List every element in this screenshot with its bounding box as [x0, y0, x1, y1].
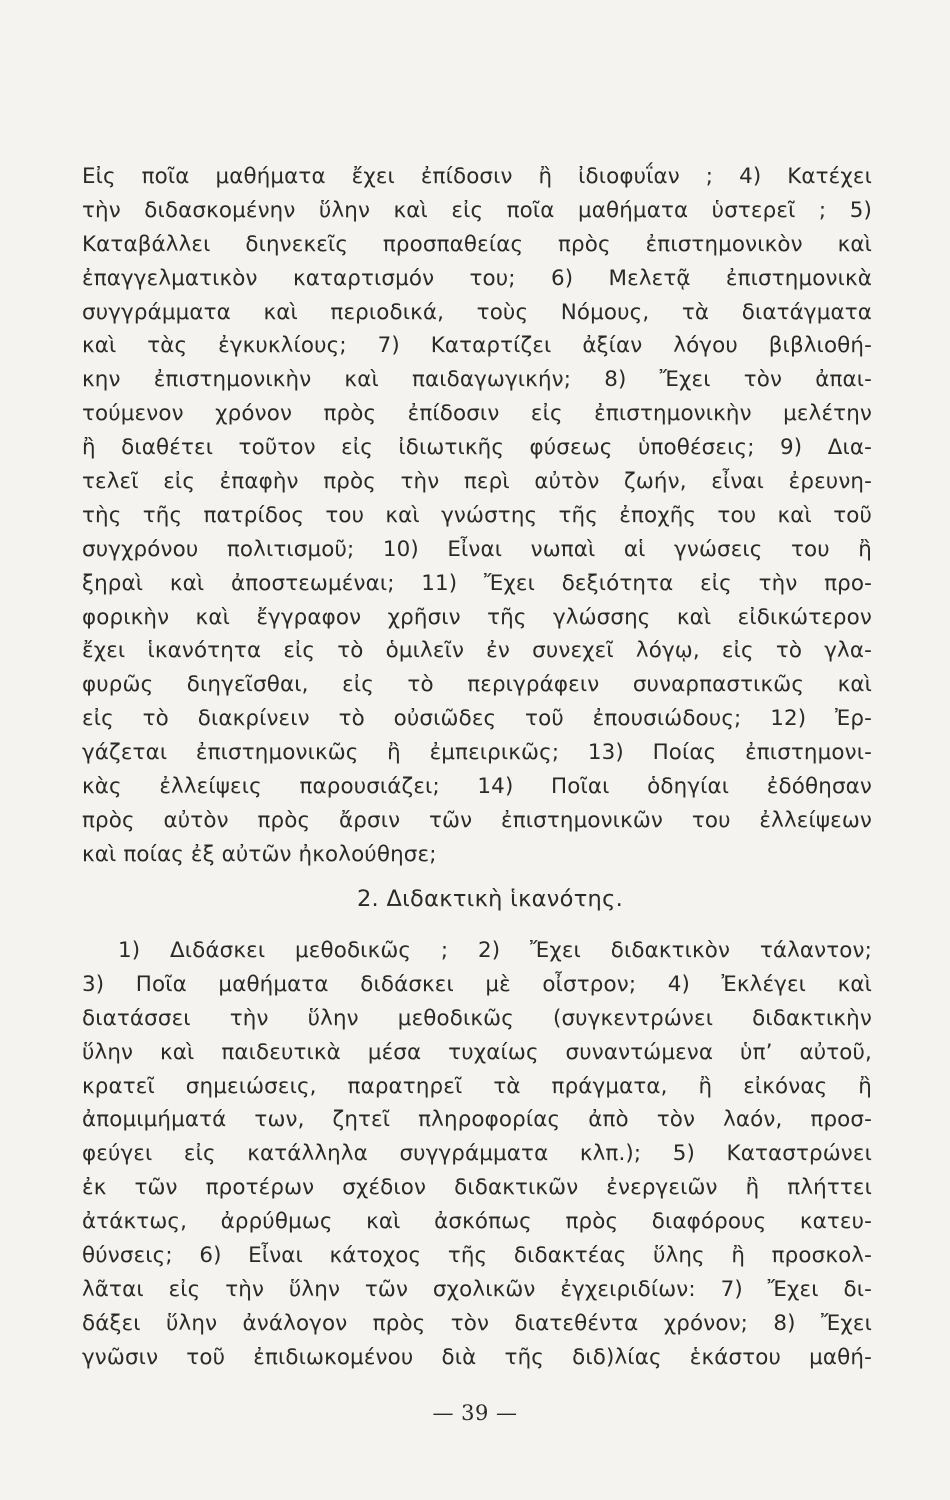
text-line: τὴν διδασκομένην ὕλην καὶ εἰς ποῖα μαθήματα ὑστερεῖ ; 5) — [82, 197, 872, 223]
text-line: θύνσεις; 6) Εἶναι κάτοχος τῆς διδακτέας ὕλης ἢ προσκολ- — [82, 1243, 872, 1269]
text-line: Εἰς ποῖα μαθήματα ἔχει ἐπίδοσιν ἢ ἰδιοφυΐαν ; 4) Κατέχει — [82, 164, 872, 189]
text-line: ἀπομιμήματά των, ζητεῖ πληροφορίας ἀπὸ τὸν λαόν, προσ- — [82, 1107, 872, 1133]
text-line: γνῶσιν τοῦ ἐπιδιωκομένου διὰ τῆς διδ)λίας ἑκάστου μαθή- — [82, 1344, 872, 1370]
text-line: Καταβάλλει διηνεκεῖς προσπαθείας πρὸς ἐπιστημονικὸν καὶ — [82, 231, 872, 257]
paragraph-section-2 — [82, 934, 872, 1375]
text-line: τελεῖ εἰς ἐπαφὴν πρὸς τὴν περὶ αὐτὸν ζωήν, εἶναι ἐρευνη- — [82, 469, 872, 495]
text-line: ἐκ τῶν προτέρων σχέδιον διδακτικῶν ἐνεργειῶν ἢ πλήττει — [82, 1175, 872, 1201]
text-line: γάζεται ἐπιστημονικῶς ἢ ἐμπειρικῶς; 13) Ποίας ἐπιστημονι- — [82, 740, 872, 766]
page-number: — 39 — — [432, 1401, 518, 1425]
text-line: 1) Διδάσκει μεθοδικῶς ; 2) Ἔχει διδακτικὸν τάλαντον; — [118, 938, 872, 963]
text-line: φυρῶς διηγεῖσθαι, εἰς τὸ περιγράφειν συναρπαστικῶς καὶ — [82, 672, 872, 698]
text-line: δάξει ὕλην ἀνάλογον πρὸς τὸν διατεθέντα χρόνον; 8) Ἔχει — [82, 1310, 872, 1336]
text-line: εἰς τὸ διακρίνειν τὸ οὐσιῶδες τοῦ ἐπουσιώδους; 12) Ἐρ- — [82, 706, 872, 732]
text-line: φορικὴν καὶ ἔγγραφον χρῆσιν τῆς γλώσσης καὶ εἰδικώτερον — [82, 604, 872, 630]
text-line: ἔχει ἱκανότητα εἰς τὸ ὁμιλεῖν ἐν συνεχεῖ λόγῳ, εἰς τὸ γλα- — [82, 638, 872, 664]
text-line: κην ἐπιστημονικὴν καὶ παιδαγωγικήν; 8) Ἔχει τὸν ἀπαι- — [82, 367, 872, 393]
text-line: καὶ τὰς ἐγκυκλίους; 7) Καταρτίζει ἀξίαν λόγου βιβλιοθή- — [82, 333, 872, 359]
text-line: συγγράμματα καὶ περιοδικά, τοὺς Νόμους, τὰ διατάγματα — [82, 299, 872, 325]
text-line: διατάσσει τὴν ὕλην μεθοδικῶς (συγκεντρώνει διδακτικὴν — [82, 1005, 872, 1031]
text-line: λᾶται εἰς τὴν ὕλην τῶν σχολικῶν ἐγχειριδίων: 7) Ἔχει δι- — [82, 1276, 872, 1302]
section-heading: 2. Διδακτικὴ ἱκανότης. — [356, 886, 624, 912]
text-line: ἢ διαθέτει τοῦτον εἰς ἰδιωτικῆς φύσεως ὑποθέσεις; 9) Δια- — [82, 435, 872, 461]
text-line: τὴς τῆς πατρίδος του καὶ γνώστης τῆς ἐποχῆς του καὶ τοῦ — [82, 502, 872, 528]
text-line: κὰς ἐλλείψεις παρουσιάζει; 14) Ποῖαι ὁδηγίαι ἐδόθησαν — [82, 774, 872, 800]
paragraph-section-1 — [82, 160, 872, 872]
text-line: ὕλην καὶ παιδευτικὰ μέσα τυχαίως συναντώμενα ὑπ’ αὐτοῦ, — [82, 1039, 872, 1065]
text-line: τούμενον χρόνον πρὸς ἐπίδοσιν εἰς ἐπιστημονικὴν μελέτην — [82, 401, 872, 427]
text-line: κρατεῖ σημειώσεις, παρατηρεῖ τὰ πράγματα, ἢ εἰκόνας ἢ — [82, 1073, 872, 1099]
text-line: καὶ ποίας ἐξ αὐτῶν ἠκολούθησε; — [82, 841, 437, 867]
text-line: φεύγει εἰς κατάλληλα συγγράμματα κλπ.); 5) Καταστρώνει — [82, 1141, 872, 1167]
text-line: συγχρόνου πολιτισμοῦ; 10) Εἶναι νωπαὶ αἱ γνώσεις του ἢ — [82, 536, 872, 562]
text-line: ξηραὶ καὶ ἀποστεωμέναι; 11) Ἔχει δεξιότητα εἰς τὴν προ- — [82, 570, 872, 596]
text-line: ἀτάκτως, ἀρρύθμως καὶ ἀσκόπως πρὸς διαφόρους κατευ- — [82, 1209, 872, 1235]
text-line: πρὸς αὐτὸν πρὸς ἄρσιν τῶν ἐπιστημονικῶν του ἐλλείψεων — [82, 807, 872, 833]
text-line: 3) Ποῖα μαθήματα διδάσκει μὲ οἶστρον; 4) Ἐκλέγει καὶ — [82, 971, 872, 997]
text-line: ἐπαγγελματικὸν καταρτισμόν του; 6) Μελετᾷ ἐπιστημονικὰ — [82, 265, 872, 291]
